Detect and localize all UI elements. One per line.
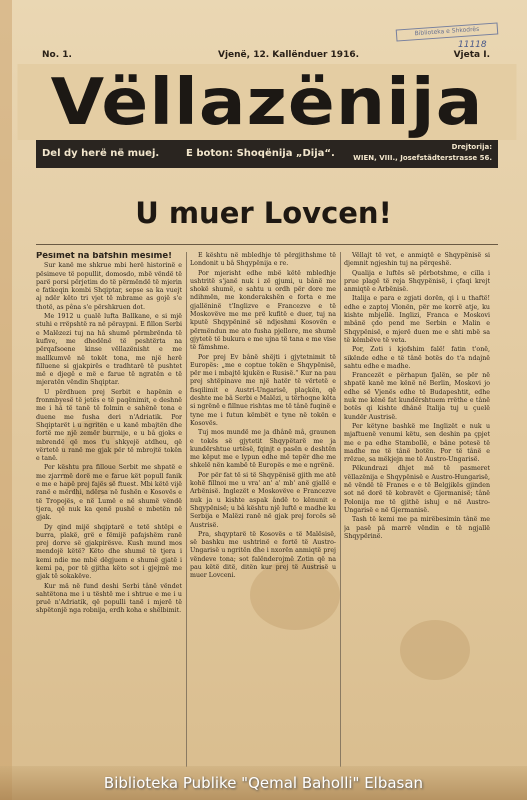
paragraph: Per kështu pra filloue Serbit me shpatë e me zjarrmë dorë me e farue kët popull fanik e me e hapë prej fajës së ftuest. Mbi këtë vijë ranë e mërdhi, ndërsa në fushën e Kosovës e të Tropojës, e në Lumë e në shumë vëndë tjera, që nuk ka qenë pushë e mbetën në gjak.: [36, 464, 182, 522]
article-column-2: [190, 252, 336, 772]
headline-rule: [36, 244, 498, 245]
address-text: WIEN, VIII., Josefstädterstrasse 56.: [353, 154, 492, 162]
paragraph: E kështu në mbledhje të përgjithshme të Londonit u bâ Shqypënija e re.: [190, 252, 336, 268]
paragraph: Francezët e përhapun fjalën, se për në shpatë kanë me kënë në Berlin, Moskovi jo edhe së Vjenës edhe të Budapeshtit, edhe nuk me kënë fat kundërshtuem rrëthe e tânë botës qi kishte dhânë Italija tuj u çuelë kundër Austrisë.: [344, 372, 490, 421]
paragraph: Qualija e luftës së përbotshme, e cilla i prue plagë të reja Shqypënisë, i çfaqi krejt anmiqtë e Arbënisë.: [344, 269, 490, 294]
paragraph: Pra, shqyptarë të Kosovës e të Malësisë, së bashku me ushtrinë e fortë të Austro-Ungarisë u ngritën dhe i nxorën anmiqtë prej vëndeve tona; sot falënderojmë Zotin që na pau këtë ditë, ditën kur prej të Austrisë u muer Lovceni.: [190, 530, 336, 580]
paragraph: Por prej Ev bânë shëjti i gjytetnimit të Europës: „me e coptue tokën e Shqypënisë, për me i mbajtë kjukën e Rusisë.“ Kur na pau prej shtëpinave me një hatër të vërtetë e fisqilimit e Austri-Ungarisë, plaçkën, që deshte me bâ Serbi e Malëzi, u tërhoqne këta si ngrënë e fillnue rishtas me të tânë fuqinë e tyne me i futun këmbët e tyne në tokën e Kosovës.: [190, 353, 336, 427]
library-stamp: Biblioteka e Shkodrës: [396, 22, 499, 41]
paragraph: Per këtyne bashkë me Inglizët e nuk u mjaftuenë venumi këtu, sen deshin pa çpjet me e pa edhe Stambollë, e bâne potesë të madhe me të tânë botën. Por të tânë e rrëzue, sa mëkjejn me të Austro-Ungarisë.: [344, 422, 490, 464]
paragraph: Dy qind mijë shqiptarë e tetë shtëpi e burra, plakë, grë e fëmijë pafajshëm ranë prej dorve së gjakpirësve. Kush mund mos mendojë këtë? Këto dhe shumë të tjera i kemi ndie me mbë dëgjuem e shumë gjatë i kemi pa, por të gjitha këto sot i gjejmë me gjak të sokakëve.: [36, 523, 182, 581]
paragraph: Vëllajt të vet, e anmiqtë e Shqypënisë si djemnit ngjeshin tuj na përqeshë.: [344, 252, 490, 268]
masthead: [36, 64, 498, 168]
issue-date: Vjenë, 12. Kallënduer 1916.: [218, 50, 360, 60]
headline: U muer Lovcen!: [135, 196, 392, 230]
paragraph: Por për fat të si të Shqypënisë gjith me atë kohë fillnoi me u vra' an' a' mb' anë gjallë e Arbënisë. Inglezët e Moskovëve e Francezve nuk ja u kishte aspak ândë to kënunit e Shqypënisë; u bâ kështu një luftë e madhe ku Serbija e Malëzi ranë në gjak prej forcës së Austrisë.: [190, 471, 336, 529]
masthead-band: [36, 140, 498, 168]
paragraph: Por, Zoti i kjofshim falë! fatin t'onë, sikënde edhe e të tânë botës do t'a ndajnë sahtu edhe e madhe.: [344, 346, 490, 370]
editorial-label: Drejtorija:: [451, 143, 492, 151]
issue-number: No. 1.: [42, 50, 72, 60]
article-column-1: [36, 252, 182, 772]
publisher-text: E boton: Shoqënija „Dija“.: [186, 148, 335, 159]
paragraph: Italija e para e zgjati dorën, qi i u thaftë! edhe e zaptoj Vlonën, për me korrë atje, ku kishte mbjellë. Inglizi, Franca e Moskovi mbânë çdo pend me Serbin e Malin e Shqypënisë, e mjerë duen me e shti mbë sa të këmbëve të veta.: [344, 295, 490, 344]
article-column-3: [344, 252, 490, 772]
paper-edge: [0, 0, 12, 800]
frequency-text: Del dy herë në muej.: [42, 148, 160, 159]
paragraph: Tuj mos mundë me ja dhânë mâ, graunen e tokës së gjytetit Shqypëtarë me ja kundërshtue urtësë, fqinjt e pasën e deshtën me këput me e lypun edhe më tepër dhe me shkelë nën kambë të Europës e me e ngrënë.: [190, 429, 336, 470]
paragraph: U përdhuen prej Serbit e hapënin e fronmbyesë të jetës e të paqënimit, e deshnë me i hâ të tanë të folmin e sahënë tona e duene me fusha deri n'Adriatik. Por Shqiptarët i u ngritën e u kanë mbajtën dhe fortë me një zemër burrnije, e u bâ gjoks e mbrendë që mos t'u shkyejë atdheu, që vërtetë u ranë me gjak për të mbrojtë tokën e tanë.: [36, 388, 182, 463]
editorial-address: [353, 142, 492, 164]
issue-year: Vjeta I.: [453, 50, 490, 60]
inventory-number: 11118: [458, 40, 487, 50]
paragraph: Tash të kemi me pa mirëbesimin tânë me ja pasë pâ marrë vëndin e të ngjallë Shqypërinë.: [344, 516, 490, 540]
issue-line: [40, 50, 492, 64]
paragraph: Sur kanë me shkrue mbi herë historinë e pësimeve të popullit, domosdo, mbë vëndë të parë porsi përjetim do të përmëndë të mjerin e fatkeqin kombi Shqiptar, sepse sa ka vuejt aj ndër këto tri vjet të mbrame as gojë s'e thotë, as pêna s'e përshkruen dot.: [36, 262, 182, 311]
paragraph: Pëkundrazi dhjet më të pasmeret vëllazënija e Shqypënisë e Austro-Hungarisë, në vëndë të Franes e e të Belgjikës gjinden sot në dorë të kobravët e Gjermanisë; tânë Polonija me të gjithë ishuj e në Austro-Ungarisë e në Gjermanisë.: [344, 465, 490, 514]
library-watermark: Biblioteka Publike "Qemal Baholli" Elbasan: [0, 766, 527, 800]
paragraph: Me 1912 u çualë lufta Ballkane, e si mjë stuhi e rrëpshtë ra në përaypni. E fillon Serbi e Malëzezi tuj na hâ shumë përmbrënda të kufive, me dhedënë të peshtërta na përqafsoene kinse vëllazënisht e me mallkumvë në tokët tona, me një herë filluene si gjakpirës e tradhtarë të pushtet më e djegë e më e farue të ngratën e të mjeratën vëndin Shqiptar.: [36, 313, 182, 387]
column-divider: [186, 252, 187, 767]
paragraph: Por mjerisht edhe mbë këtë mbledhje ushtritë s'janë nuk i zë gjumi, u bânë me shokë shumë, e sahtu u ordh për dore me ndihmën, me konderakshën e forta e me gjallëninë t'Inglizve e Francezve e të Moskovëve me me prë kufitë e duer, tuj na kputë Shqypëninë së ndjeshmi Kosovën e përmëndun me ato fusha pjellore, me shumë gjytetë të bukura e me ujna të tana e me vise të fâmshme.: [190, 269, 336, 352]
paragraph: Kur mä në fund deshi Serbi tânë vëndet sahtëtona me i u tështë me i shtrue e me i u pruë n'Adriatik, që populli tanë i mjerë të shpëtonjë nga robnija, erdh koha e shëlbimit.: [36, 582, 182, 615]
column-divider: [340, 252, 341, 767]
article-title: Pësimet na bâfshin mësime!: [36, 252, 173, 261]
newspaper-title: Vëllazënija: [18, 64, 517, 140]
